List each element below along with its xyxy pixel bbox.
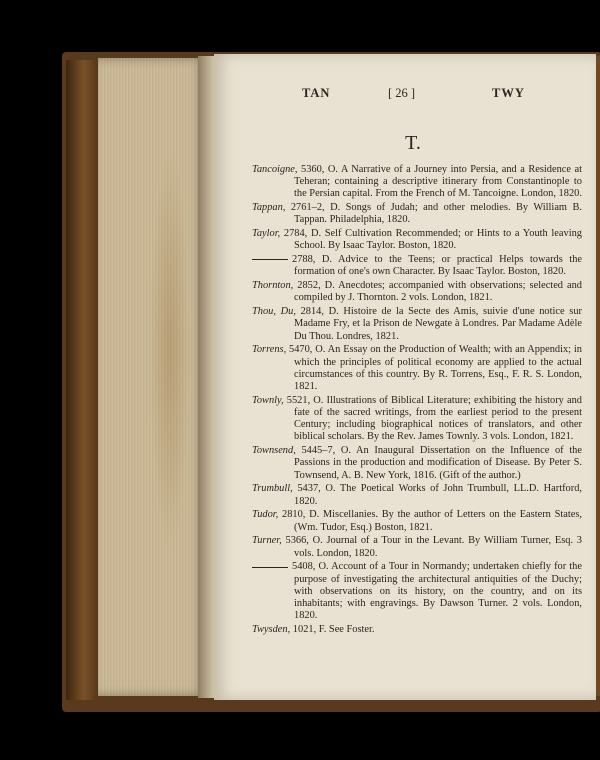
entry-text: 2814, D. Histoire de la Secte des Amis, suivie d'une notice sur Madame Fry, et la Prison de Newgate à Londres. Par Madame Adèle Du Thou. Londres, 1821.: [294, 306, 582, 342]
catalog-entry: [252, 228, 582, 252]
catalog-entry: [252, 395, 582, 444]
catalog-entry: [252, 202, 582, 226]
entry-text: 5437, O. The Poetical Works of John Trumbull, LL.D. Hartford, 1820.: [292, 483, 582, 507]
entry-name: Tancoigne,: [252, 164, 298, 175]
entry-name: Thornton,: [252, 280, 294, 292]
catalog-entry: [252, 445, 582, 482]
section-letter-text: T.: [405, 132, 421, 154]
catalog-entry: [252, 483, 582, 507]
entry-name: Tappan,: [252, 202, 286, 214]
entry-name: Torrens,: [252, 344, 287, 356]
entry-text: 2784, D. Self Cultivation Recommended; or Hints to a Youth leaving School. By Isaac Taylor. Boston, 1820.: [280, 228, 582, 252]
entry-name: Townsend,: [252, 445, 296, 457]
ditto-dash: [252, 259, 288, 260]
page-stain: [150, 150, 190, 550]
catalog-entry: [252, 509, 582, 533]
catalog-entry: [252, 164, 582, 201]
entry-text: 5360, O. A Narrative of a Journey into Persia, and a Residence at Teheran; containing a descriptive itinerary from Constantinople to the Persian capital. From the French of M. Tancoigne. London, 1820.: [294, 164, 582, 200]
entry-name: Twysden,: [252, 624, 291, 636]
catalog-entry: [252, 254, 582, 278]
book-spine-edge: [66, 60, 96, 700]
cover-edge-right: [596, 56, 600, 696]
entry-text: 5445–7, O. An Inaugural Dissertation on the Influence of the Passions in the production and modification of Disease. By Peter S. Townsend, A. B. New York, 1816. (Gift of the author.): [294, 445, 582, 481]
entry-name: Tudor,: [252, 509, 279, 521]
catalog-entries: [252, 164, 582, 638]
entry-text: 2852, D. Anecdotes; accompanied with observations; selected and compiled by J. Thornton. 2 vols. London, 1821.: [293, 280, 582, 304]
header-right: TWY: [492, 86, 525, 100]
catalog-entry: [252, 280, 582, 304]
entry-text: 5408, O. Account of a Tour in Normandy; undertaken chiefly for the purpose of investigating the architectural antiquities of the Duchy; with observations on its history, on the country, and on its inhabitants; with engravings. By Dawson Turner. 2 vols. London, 1820.: [292, 561, 582, 622]
page-number: [ 26 ]: [388, 86, 416, 100]
entry-name: Trumbull,: [252, 483, 293, 495]
entry-name: Townly,: [252, 394, 284, 406]
entry-text: 1021, F. See Foster.: [290, 624, 375, 636]
catalog-entry: [252, 535, 582, 559]
section-letter: [214, 132, 596, 155]
entry-name: Taylor,: [252, 228, 281, 240]
entry-text: 5521, O. Illustrations of Biblical Literature; exhibiting the history and fate of the sacred writings, from the earliest period to the present Century; including biographical notices of translators, and other biblical scholars. By the Rev. James Townly. 3 vols. London, 1821.: [283, 394, 582, 443]
ditto-dash: [252, 567, 288, 568]
entry-name: Thou, Du,: [252, 306, 296, 318]
entry-text: 5470, O. An Essay on the Production of Wealth; with an Appendix; in which the principles of political economy are applied to the actual circumstances of this country. By R. Torrens, Esq., F. R. S. London, 1821.: [286, 344, 582, 393]
entry-text: 2788, D. Advice to the Teens; or practical Helps towards the formation of one's own Character. By Isaac Taylor. Boston, 1820.: [292, 254, 582, 278]
header-left: TAN: [302, 86, 331, 100]
catalog-entry: [252, 624, 582, 636]
running-header: [214, 86, 596, 102]
catalog-entry: [252, 344, 582, 393]
catalog-entry: [252, 561, 582, 622]
entry-text: 2810, D. Miscellanies. By the author of Letters on the Eastern States, (Wm. Tudor, Esq.) Boston, 1821.: [278, 509, 582, 533]
entry-text: 2761–2, D. Songs of Judah; and other melodies. By William B. Tappan. Philadelphia, 1820.: [285, 202, 582, 226]
entry-text: 5366, O. Journal of a Tour in the Levant. By William Turner, Esq. 3 vols. London, 1820.: [281, 535, 582, 559]
entry-name: Turner,: [252, 535, 282, 547]
catalog-entry: [252, 306, 582, 343]
